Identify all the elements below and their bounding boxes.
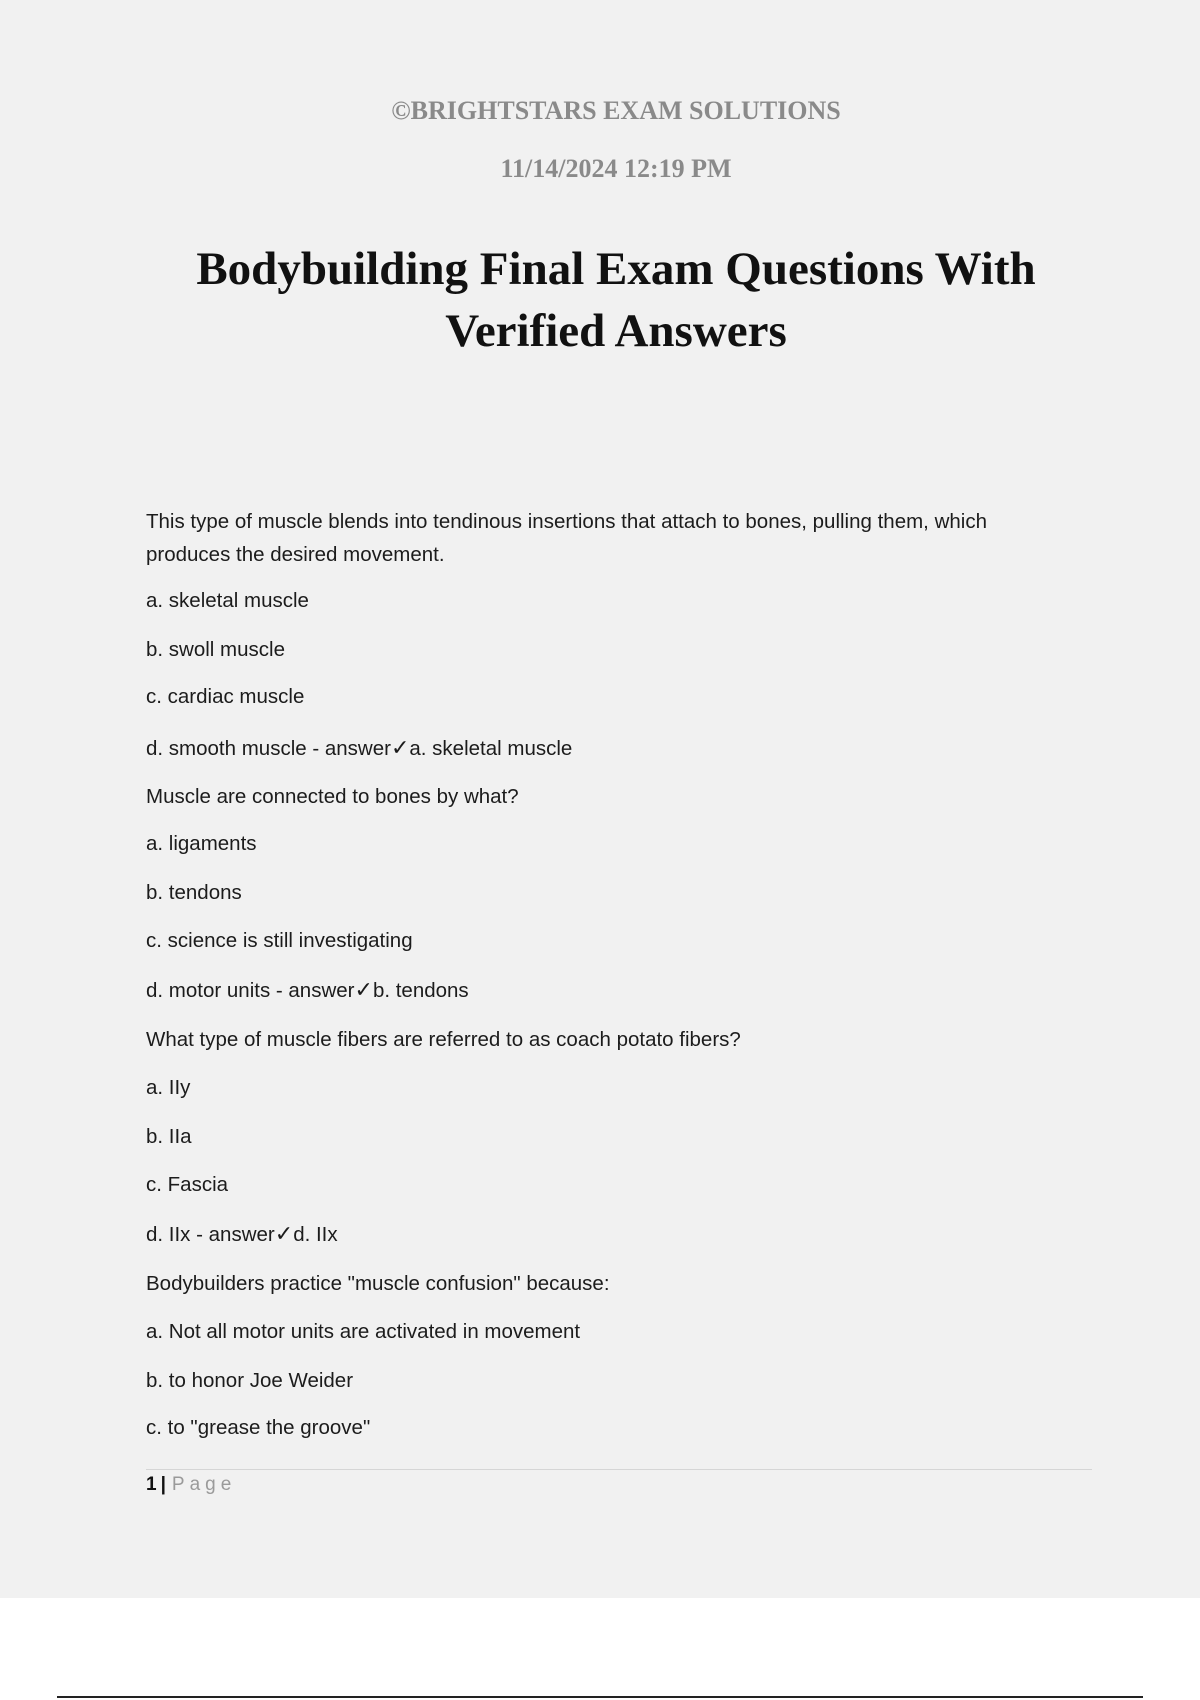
- option-a: a. ligaments: [146, 832, 257, 855]
- document-title: [100, 238, 1132, 362]
- answer-text: b. tendons: [372, 979, 469, 1002]
- option-d-with-answer: [146, 736, 1076, 761]
- page-number: 1: [146, 1474, 157, 1495]
- question-text: Muscle are connected to bones by what?: [146, 785, 519, 808]
- option-c: c. Fascia: [146, 1173, 229, 1196]
- page-label: Page: [171, 1474, 237, 1495]
- option-a: a. IIy: [146, 1076, 191, 1099]
- option-b: b. to honor Joe Weider: [146, 1369, 354, 1392]
- option-d: d. motor units - answer: [146, 979, 355, 1002]
- option-a: a. skeletal muscle: [146, 589, 309, 612]
- option-d: d. IIx - answer: [146, 1223, 275, 1246]
- next-page-divider: [57, 1696, 1143, 1698]
- question-text: What type of muscle fibers are referred to as coach potato fibers?: [146, 1028, 741, 1051]
- title-line-1: Bodybuilding Final Exam Questions With: [196, 243, 1036, 295]
- checkmark-icon: ✓: [354, 978, 373, 1003]
- option-c: c. science is still investigating: [146, 929, 413, 952]
- answer-text: a. skeletal muscle: [409, 737, 573, 760]
- option-d-with-answer: [146, 978, 1076, 1003]
- option-c: c. cardiac muscle: [146, 685, 305, 708]
- question-text: Bodybuilders practice "muscle confusion" because:: [146, 1272, 610, 1295]
- footer-divider: [146, 1469, 1092, 1470]
- answer-text: d. IIx: [293, 1223, 338, 1246]
- page-footer: [146, 1474, 236, 1496]
- option-c: c. to "grease the groove": [146, 1416, 371, 1439]
- checkmark-icon: ✓: [390, 736, 410, 761]
- date-header: 11/14/2024 12:19 PM: [500, 154, 732, 183]
- title-line-2: Verified Answers: [445, 305, 787, 357]
- checkmark-icon: ✓: [274, 1222, 294, 1247]
- option-d-with-answer: [146, 1222, 1076, 1247]
- company-header: ©BRIGHTSTARS EXAM SOLUTIONS: [391, 96, 841, 125]
- option-b: b. IIa: [146, 1125, 192, 1148]
- option-b: b. swoll muscle: [146, 638, 285, 661]
- option-d: d. smooth muscle - answer: [146, 737, 391, 760]
- footer-separator: |: [160, 1474, 166, 1495]
- option-a: a. Not all motor units are activated in movement: [146, 1320, 581, 1343]
- question-text: This type of muscle blends into tendinous insertions that attach to bones, pulling them, which produces the desired movement.: [146, 510, 987, 566]
- option-b: b. tendons: [146, 881, 242, 904]
